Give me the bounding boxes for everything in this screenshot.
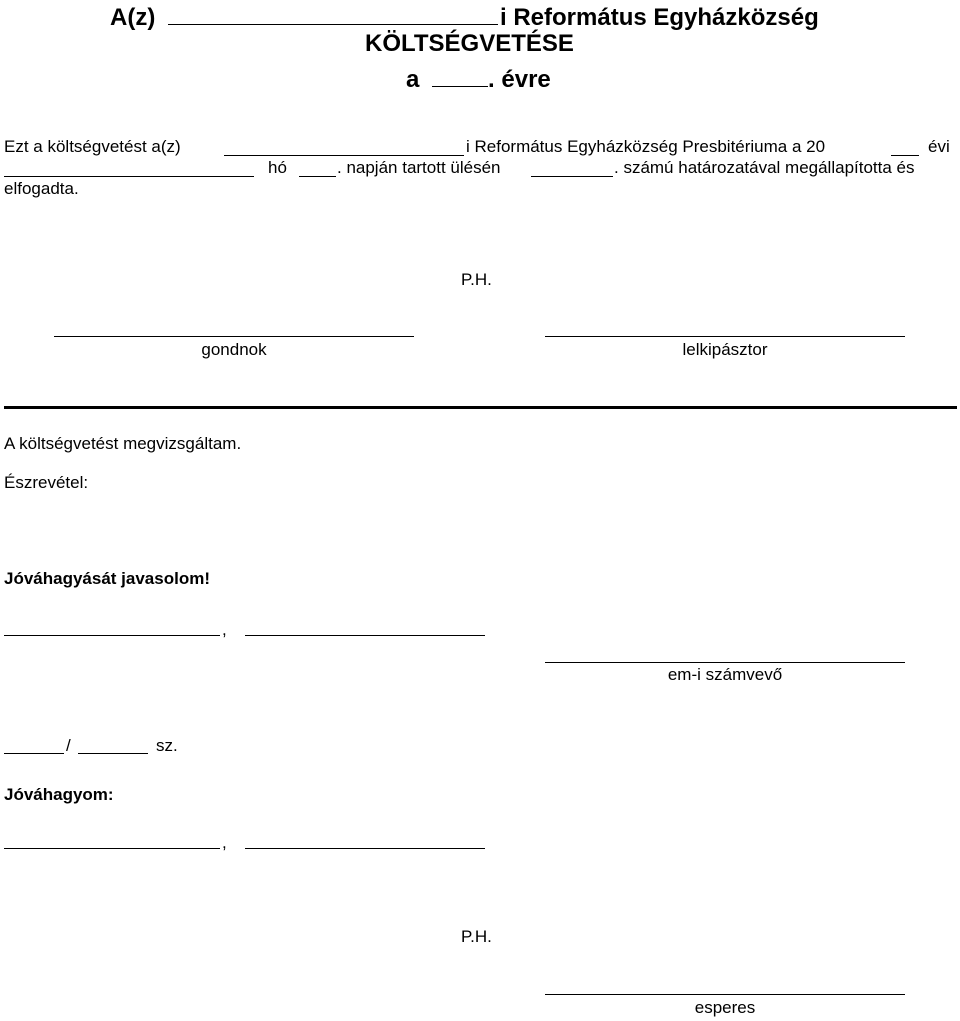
signature-line-esperes[interactable] — [545, 994, 905, 995]
day-blank[interactable] — [299, 176, 336, 177]
stamp-place: P.H. — [461, 270, 492, 289]
year-line — [406, 62, 551, 94]
approve-label: Jóváhagyom: — [4, 785, 114, 804]
recommend-text: Jóváhagyását javasolom! — [4, 569, 210, 588]
ref-suffix: sz. — [156, 736, 178, 755]
place-blank-1[interactable] — [4, 635, 220, 636]
resolution-number-blank[interactable] — [531, 176, 613, 177]
signature-label-lelkipasztor: lelkipásztor — [682, 340, 768, 359]
signature-label-esperes: esperes — [694, 998, 756, 1017]
comma-2: , — [222, 833, 227, 852]
place-blank-2[interactable] — [4, 848, 220, 849]
approval-line-2c: . számú határozatával megállapította és — [614, 158, 915, 177]
approval-line-3: elfogadta. — [4, 179, 79, 198]
signature-line-auditor[interactable] — [545, 662, 905, 663]
ref-slash: / — [66, 736, 71, 755]
section-divider — [4, 406, 957, 409]
congregation-name-blank[interactable] — [224, 155, 464, 156]
month-blank[interactable] — [4, 176, 254, 177]
title-line — [110, 0, 819, 32]
title-prefix: A(z) — [110, 4, 156, 31]
approval-line-1c: évi — [928, 137, 950, 156]
stamp-place-2: P.H. — [461, 927, 492, 946]
approval-line-2b: . napján tartott ülésén — [337, 158, 501, 177]
date-blank-1[interactable] — [245, 635, 485, 636]
document-subtitle: KÖLTSÉGVETÉSE — [365, 30, 574, 57]
congregation-blank[interactable] — [168, 0, 498, 25]
signature-line-gondnok[interactable] — [54, 336, 414, 337]
title-suffix: i Református Egyházközség — [500, 4, 819, 31]
comma-1: , — [222, 620, 227, 639]
year-blank[interactable] — [432, 62, 488, 87]
signature-line-lelkipasztor[interactable] — [545, 336, 905, 337]
year-suffix: . évre — [488, 66, 551, 93]
ref-number-blank[interactable] — [4, 753, 64, 754]
ref-year-blank[interactable] — [78, 753, 148, 754]
approval-line-1b: i Református Egyházközség Presbitériuma a 20 — [466, 137, 826, 156]
date-blank-2[interactable] — [245, 848, 485, 849]
year-digits-blank[interactable] — [891, 155, 919, 156]
review-examined: A költségvetést megvizsgáltam. — [4, 434, 242, 453]
approval-line-1a: Ezt a költségvetést a(z) — [4, 137, 181, 156]
signature-label-auditor: em-i számvevő — [667, 665, 783, 684]
year-prefix: a — [406, 66, 420, 93]
approval-line-2a: hó — [268, 158, 287, 177]
signature-label-gondnok: gondnok — [201, 340, 267, 359]
remark-label: Észrevétel: — [4, 473, 89, 492]
